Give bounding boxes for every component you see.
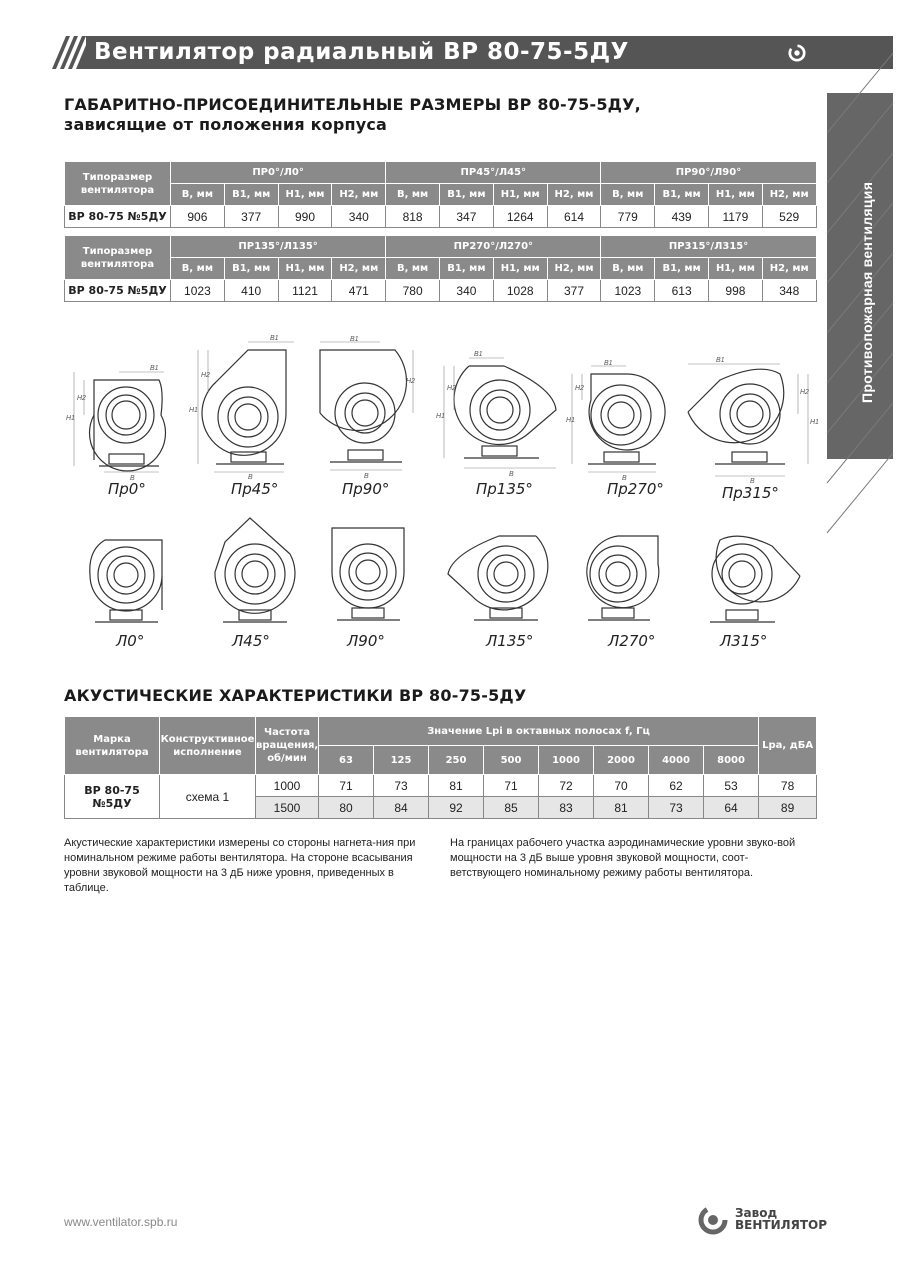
dim-label-b: В xyxy=(130,475,135,482)
dim-label-b: В xyxy=(248,474,253,481)
header-size: Типоразмер вентилятора xyxy=(65,162,171,206)
fan-diagram-pr0 xyxy=(64,360,176,480)
fan-diagram-l90 xyxy=(322,520,412,630)
dim-label-b1: В1 xyxy=(604,360,613,367)
dim-label-h2: Н2 xyxy=(800,389,809,396)
subheader: Н1, мм xyxy=(709,258,763,280)
band-header: 8000 xyxy=(704,746,759,775)
fan-diagram-l0 xyxy=(80,530,170,630)
value-cell: 73 xyxy=(374,775,429,797)
value-cell: 1121 xyxy=(278,280,332,302)
band-header: 125 xyxy=(374,746,429,775)
dimensions-table-2 xyxy=(64,235,817,302)
subheader: Н1, мм xyxy=(278,258,332,280)
page-number: 33 xyxy=(892,39,916,64)
subheader: Н2, мм xyxy=(332,184,386,206)
total-cell: 78 xyxy=(759,775,817,797)
value-cell: 62 xyxy=(649,775,704,797)
dim-label-h2: Н2 xyxy=(77,395,86,402)
header-group: ПР315°/Л315° xyxy=(601,236,816,258)
value-cell: 1023 xyxy=(601,280,655,302)
subheader: Н1, мм xyxy=(708,184,762,206)
table-row xyxy=(65,775,817,797)
header-model: Марка вентилятора xyxy=(65,717,160,775)
value-cell: 410 xyxy=(224,280,278,302)
dim-label-b1: В1 xyxy=(474,351,483,358)
value-cell: 471 xyxy=(332,280,386,302)
value-cell: 72 xyxy=(539,775,594,797)
value-cell: 92 xyxy=(429,797,484,819)
diagram-label: Пр90° xyxy=(342,480,390,498)
subheader: В, мм xyxy=(171,258,225,280)
value-cell: 71 xyxy=(319,775,374,797)
value-cell: 998 xyxy=(709,280,763,302)
model-cell: ВР 80-75 №5ДУ xyxy=(65,280,171,302)
footer-url[interactable]: www.ventilator.spb.ru xyxy=(64,1215,178,1229)
band-header: 2000 xyxy=(594,746,649,775)
dim-label-b1: В1 xyxy=(270,335,279,342)
diagram-label: Л90° xyxy=(347,632,385,650)
diagram-label: Л315° xyxy=(720,632,768,650)
table-row xyxy=(65,280,817,302)
header-group: ПР270°/Л270° xyxy=(386,236,601,258)
subheader: Н2, мм xyxy=(762,184,816,206)
value-cell: 818 xyxy=(386,206,440,228)
value-cell: 1023 xyxy=(171,280,225,302)
value-cell: 80 xyxy=(319,797,374,819)
subheader: В, мм xyxy=(386,184,440,206)
fan-diagram-l45 xyxy=(205,512,305,630)
band-header: 63 xyxy=(319,746,374,775)
value-cell: 906 xyxy=(171,206,225,228)
value-cell: 340 xyxy=(332,206,386,228)
subheader: В1, мм xyxy=(655,258,709,280)
subheader: Н2, мм xyxy=(332,258,386,280)
diagram-label: Пр0° xyxy=(108,480,146,498)
header-group: ПР0°/Л0° xyxy=(171,162,386,184)
subheader: В, мм xyxy=(171,184,225,206)
side-tab-label: Противопожарная вентиляция xyxy=(859,181,875,403)
subheader: В1, мм xyxy=(440,258,494,280)
dim-label-h1: Н1 xyxy=(66,415,75,422)
rpm-cell: 1000 xyxy=(256,775,319,797)
header-group: ПР45°/Л45° xyxy=(386,162,601,184)
band-header: 1000 xyxy=(539,746,594,775)
value-cell: 614 xyxy=(547,206,601,228)
value-cell: 84 xyxy=(374,797,429,819)
header-rpm: Частота вращения, об/мин xyxy=(256,717,319,775)
diagram-label: Л270° xyxy=(608,632,656,650)
dim-label-h2: Н2 xyxy=(575,385,584,392)
note-left: Акустические характеристики измерены со стороны нагнета-ния при номинальном режиме работы вентилятора. На стороне всасывания уровни звуковой мощности на 3 дБ ниже уровня, приведенных в таблице. xyxy=(64,837,416,894)
band-header: 500 xyxy=(484,746,539,775)
dim-label-h1: Н1 xyxy=(810,419,819,426)
value-cell: 81 xyxy=(429,775,484,797)
header-group: ПР135°/Л135° xyxy=(171,236,386,258)
fan-diagram-l315 xyxy=(690,524,805,630)
footer-brand-line2: ВЕНТИЛЯТОР xyxy=(735,1218,828,1232)
fan-diagram-pr270 xyxy=(566,360,666,480)
stripes-decoration-icon xyxy=(46,36,86,69)
dim-label-h2: Н2 xyxy=(406,378,415,385)
value-cell: 81 xyxy=(594,797,649,819)
subheader: Н1, мм xyxy=(493,258,547,280)
dim-label-b: В xyxy=(622,475,627,482)
value-cell: 64 xyxy=(704,797,759,819)
diagram-label: Пр270° xyxy=(607,480,664,498)
company-logo-icon xyxy=(788,44,806,62)
value-cell: 85 xyxy=(484,797,539,819)
value-cell: 347 xyxy=(440,206,494,228)
value-cell: 348 xyxy=(762,280,816,302)
header-total: Lpa, дБА xyxy=(759,717,817,775)
value-cell: 613 xyxy=(655,280,709,302)
dim-label-h2: Н2 xyxy=(447,385,456,392)
header-size: Типоразмер вентилятора xyxy=(65,236,171,280)
dim-label-b: В xyxy=(750,478,755,485)
value-cell: 780 xyxy=(386,280,440,302)
total-cell: 89 xyxy=(759,797,817,819)
section-title-acoustic: АКУСТИЧЕСКИЕ ХАРАКТЕРИСТИКИ ВР 80-75-5ДУ xyxy=(64,686,527,705)
diagram-label: Пр315° xyxy=(722,484,779,502)
section-subtitle-dimensions: зависящие от положения корпуса xyxy=(64,115,388,134)
value-cell: 1179 xyxy=(708,206,762,228)
dim-label-b1: В1 xyxy=(350,336,359,343)
side-tab xyxy=(827,93,893,459)
dim-label-h1: Н1 xyxy=(189,407,198,414)
note-right: На границах рабочего участка аэродинамические уровни звуко-вой мощности на 3 дБ выше уровня звуковой мощности, соот-ветствующего номинальному режиму работы вентилятора. xyxy=(450,837,796,879)
value-cell: 71 xyxy=(484,775,539,797)
subheader: Н2, мм xyxy=(547,258,601,280)
subheader: В1, мм xyxy=(224,258,278,280)
subheader: Н2, мм xyxy=(762,258,816,280)
dim-label-b: В xyxy=(509,471,514,478)
subheader: В, мм xyxy=(386,258,440,280)
value-cell: 70 xyxy=(594,775,649,797)
dim-label-b1: В1 xyxy=(150,365,159,372)
fan-diagram-pr135 xyxy=(434,348,566,480)
model-cell: ВР 80-75 №5ДУ xyxy=(65,206,171,228)
fan-diagram-pr45 xyxy=(186,332,310,480)
dim-label-h1: Н1 xyxy=(566,417,575,424)
subheader: Н1, мм xyxy=(493,184,547,206)
value-cell: 1028 xyxy=(493,280,547,302)
header-band xyxy=(46,36,916,69)
fan-diagram-pr90 xyxy=(310,338,425,480)
subheader: Н1, мм xyxy=(278,184,332,206)
rpm-cell: 1500 xyxy=(256,797,319,819)
section-title-dimensions: ГАБАРИТНО-ПРИСОЕДИНИТЕЛЬНЫЕ РАЗМЕРЫ ВР 80-75-5ДУ, xyxy=(64,95,641,114)
dim-label-b1: В1 xyxy=(716,357,725,364)
fan-diagram-l135 xyxy=(444,524,556,630)
dim-label-h1: Н1 xyxy=(436,413,445,420)
fan-diagram-pr315 xyxy=(680,352,820,484)
value-cell: 779 xyxy=(601,206,655,228)
header-bands: Значение Lpi в октавных полосах f, Гц xyxy=(319,717,759,746)
dim-label-h2: Н2 xyxy=(201,372,210,379)
value-cell: 377 xyxy=(547,280,601,302)
subheader: В, мм xyxy=(601,258,655,280)
diagram-label: Л45° xyxy=(232,632,270,650)
acoustic-table xyxy=(64,716,817,819)
subheader: Н2, мм xyxy=(547,184,601,206)
value-cell: 377 xyxy=(224,206,278,228)
page-title: Вентилятор радиальный ВР 80-75-5ДУ xyxy=(94,39,629,65)
diagram-label: Л135° xyxy=(486,632,534,650)
dimensions-table-1 xyxy=(64,161,817,228)
footer-brand xyxy=(735,1207,827,1231)
value-cell: 529 xyxy=(762,206,816,228)
footer-brand-line1: Завод xyxy=(735,1206,778,1220)
subheader: В1, мм xyxy=(440,184,494,206)
table-row xyxy=(65,206,817,228)
value-cell: 83 xyxy=(539,797,594,819)
dim-label-b: В xyxy=(364,473,369,480)
value-cell: 53 xyxy=(704,775,759,797)
value-cell: 990 xyxy=(278,206,332,228)
value-cell: 1264 xyxy=(493,206,547,228)
subheader: В1, мм xyxy=(224,184,278,206)
band-header: 4000 xyxy=(649,746,704,775)
value-cell: 340 xyxy=(440,280,494,302)
model-cell: ВР 80-75 №5ДУ xyxy=(65,775,160,819)
value-cell: 73 xyxy=(649,797,704,819)
diagram-label: Пр45° xyxy=(231,480,279,498)
design-cell: схема 1 xyxy=(160,775,256,819)
header-design: Конструктивное исполнение xyxy=(160,717,256,775)
value-cell: 439 xyxy=(655,206,709,228)
subheader: В1, мм xyxy=(655,184,709,206)
fan-diagram-l270 xyxy=(578,526,668,630)
diagram-label: Л0° xyxy=(116,632,145,650)
diagram-label: Пр135° xyxy=(476,480,533,498)
band-header: 250 xyxy=(429,746,484,775)
company-logo-icon xyxy=(698,1205,728,1235)
subheader: В, мм xyxy=(601,184,655,206)
header-group: ПР90°/Л90° xyxy=(601,162,816,184)
